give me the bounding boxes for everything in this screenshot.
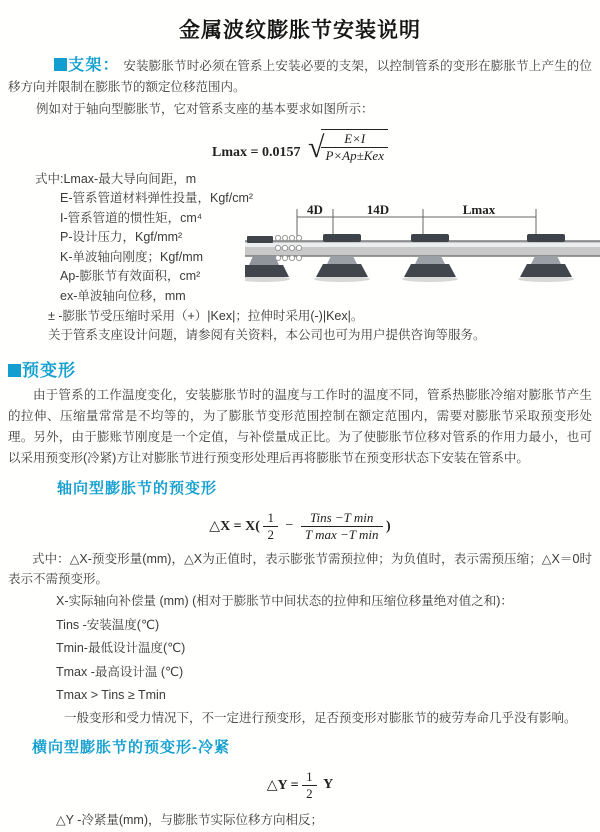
support-example-line: 例如对于轴向型膨胀节，它对管系支座的基本要求如图所示： (36, 102, 374, 116)
lmax-denominator: P×Ap±Kex (325, 148, 384, 164)
definition-row: K-单波轴向刚度；Kgf/mm (60, 249, 204, 264)
support-paragraph (8, 55, 592, 98)
preform-heading-text: 预变形 (22, 360, 76, 380)
definition-row: I-管系管道的惯性矩，cm⁴ (60, 210, 203, 225)
half-fraction (302, 769, 317, 803)
axial-note: 一般变形和受力情况下，不一定进行预变形，足否预变形对膨胀节的疲劳寿命几乎没有影响。 (64, 710, 577, 725)
definition-row: Ap-膨胀节有效面积，cm² (60, 269, 201, 284)
pipe-support-diagram (245, 203, 600, 303)
half-numerator: 1 (263, 510, 278, 527)
support-intro-text: 安装膨胀节时必须在管系上安装必要的支架，以控制管系的变形在膨胀节上产生的位移方向并限制在膨胀节的额定位移范围内。 (8, 59, 592, 94)
close-paren: ) (386, 518, 391, 534)
lateral-formula-lhs: △Y = (266, 777, 299, 793)
radical: √ $\frac{E\times I}{\text{P×Ap±Kex}}$ (308, 129, 388, 165)
temp-line: Tmax > Tins ≥ Tmin (56, 688, 166, 702)
half-denominator: 2 (306, 785, 313, 801)
dim-label-4d: 4D (307, 202, 323, 217)
temp-line: Tmin-最低设计温度(℃) (56, 641, 186, 655)
definitions-block (8, 170, 592, 347)
axial-formula (0, 510, 600, 544)
temp-line: Tmax -最高设计温 (℃) (56, 664, 184, 679)
definition-row: E-管系管道材料弹性投量，Kgf/cm² (60, 191, 254, 206)
half-numerator: 1 (302, 769, 317, 786)
preform-section-heading (8, 356, 592, 381)
section-square-icon (8, 364, 21, 377)
page-title: 金属波纹膨胀节安装说明 (179, 19, 421, 42)
minus-operator: − (285, 518, 294, 534)
axial-formula-lhs: △X = X( (209, 518, 260, 534)
lmax-fraction (321, 131, 388, 165)
lateral-note: △Y -冷紧量(mm)，与膨胀节实际位移方向相反； (56, 813, 324, 827)
definition-row: 式中:Lmax-最大导向间距，m (35, 171, 197, 186)
definition-row: ± -膨胀节受压缩时采用（+）|Kex|；拉伸时采用(-)|Kex|。 (48, 308, 364, 323)
dim-label-lmax: Lmax (462, 202, 496, 217)
lateral-subheading: 横向型膨胀节的预变形-冷紧 (32, 738, 230, 756)
lmax-formula-lhs: Lmax = 0.0157 (212, 144, 301, 160)
lateral-formula-rhs: Y (323, 777, 334, 793)
half-fraction (263, 510, 278, 544)
axial-explain: 式中：△X-预变形量(mm)，△X为正值时，表示膨张节需预拉伸；为负值时，表示需预压缩；△X＝0时表示不需预变形。 (8, 552, 592, 586)
temp-line: Tins -安装温度(℃) (56, 617, 160, 632)
lmax-numerator: E×I (321, 131, 388, 148)
x-definition-line: X-实际轴向补偿量 (mm) (相对于膨胀节中间状态的拉伸和压缩位移量绝对值之和)： (56, 594, 513, 608)
definition-row: ex-单波轴向位移，mm (60, 289, 186, 304)
section-square-icon (54, 58, 67, 71)
definition-row: P-设计压力，Kgf/mm² (60, 230, 183, 245)
lateral-formula (0, 769, 600, 803)
half-denominator: 2 (267, 526, 274, 542)
support-section-heading: 支架： (68, 57, 120, 74)
axial-subheading: 轴向型膨胀节的预变形 (57, 479, 218, 497)
dim-label-14d: 14D (366, 202, 390, 217)
lmax-formula (0, 129, 600, 165)
definition-row: 关于管系支座设计问题，请参阅有关资料，本公司也可为用户提供咨询等服务。 (48, 328, 486, 343)
temperature-fraction (301, 510, 383, 544)
temp-denominator: T max −T min (304, 526, 379, 542)
preform-intro: 由于管系的工作温度变化，安装膨胀节时的温度与工作时的温度不同，管系热膨胀冷缩对膨胀节产生的拉伸、压缩量常常是不均等的，为了膨胀节变形范围控制在额定范围内，需要对膨胀节采取预变形处理。另外，由于膨账节刚度是一个定值，与补偿量成正比。为了使膨胀节位移对管系的作用力最小，也可以采用预变形(冷紧)方让对膨胀节进行预变形处理后再将膨胀节在预变形状态下安装在管系中。 (8, 387, 592, 465)
temp-numerator: Tins −T min (301, 510, 383, 527)
